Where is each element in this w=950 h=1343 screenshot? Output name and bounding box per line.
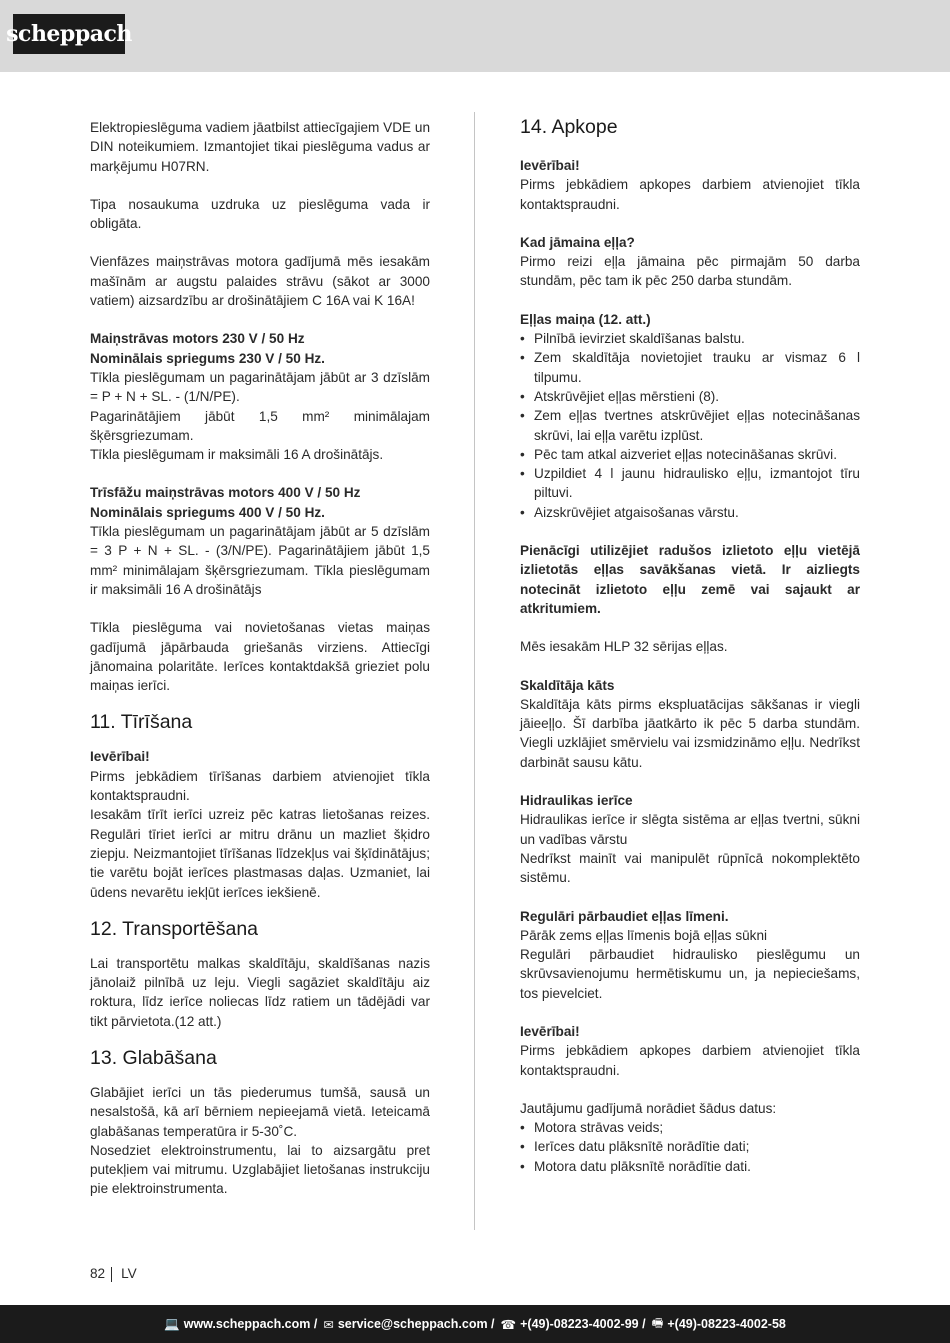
ram-text: Skaldītāja kāts pirms ekspluatācijas sākšanas ir viegli jāieeļļo. Šī darbība jāatkārto ik pēc 5 darba stundām. Viegli uzklājiet smērvielu vai izsmidzināmo eļļu. Nedrīkst darbināt sausu kātu. [520,696,860,770]
list-item: • Aizskrūvējiet atgaisošanas vārstu. [520,503,860,522]
page-language: LV [121,1266,137,1281]
cleaning-instructions: Iesakām tīrīt ierīci uzreiz pēc katras lietošanas reizes. Regulāri tīriet ierīci ar mitru drānu un mazliet šķidro ziepju. Neizmantojiet tīrīšanas līdzekļus vai šķīdinātājus; tie varētu bojāt ierīces plastmasas daļas. Uzmaniet, lai ūdens nevarētu iekļūt ierīces iekšienē. [90,807,430,900]
oil-change-heading: Eļļas maiņa (12. att.) [520,311,651,327]
computer-icon: 💻 [164,1316,180,1331]
page-number-separator [111,1267,112,1282]
fax-icon: 🖷 [651,1315,664,1330]
section-heading-maintenance: 14. Apkope [520,116,618,138]
three-phase-cable-text: Tīkla pieslēgumam un pagarinātājam jābūt ar 5 dzīslām = 3 P + N + SL. - (3/N/PE). Pagarinātājiem jābūt 1,5 mm² minimālajam šķērsgriezumam. Tīkla pieslēgumam ir maksimāli 16 A drošinātājs [90,524,430,597]
header-bar [0,0,950,72]
section-heading-transport: 12. Transportēšana [90,917,259,940]
list-item: • Motora datu plāksnītē norādītie dati. [520,1157,860,1176]
cleaning-warning-label: Ievērībai! [90,749,150,765]
page-number [90,1265,137,1283]
ac-extension-text: Pagarinātājiem jābūt 1,5 mm² minimālajam šķērsgriezumam. [90,408,430,443]
footer-email[interactable]: service@scheppach.com / [337,1317,495,1331]
cleaning-warning-text: Pirms jebkādiem tīrīšanas darbiem atvienojiet tīkla kontaktspraudni. [90,768,430,804]
footer-website[interactable]: www.scheppach.com / [183,1317,318,1331]
three-phase-voltage-heading: Nominālais spriegums 400 V / 50 Hz. [90,504,325,520]
maintenance-warning-text-2: Pirms jebkādiem apkopes darbiem atvienojiet tīkla kontaktspraudni. [520,1043,860,1078]
maintenance-warning-label: Ievērībai! [520,158,580,173]
storage-text-2: Nosedziet elektroinstrumentu, lai to aizsargātu pret putekļiem vai mitrumu. Uzglabājiet lietošanas instrukciju pie elektroinstrumenta. [90,1142,430,1197]
three-phase-motor-heading: Trīsfāžu maiņstrāvas motors 400 V / 50 Hz [90,485,361,501]
paragraph-cable-requirements: Elektropieslēguma vadiem jāatbilst attiecīgajiem VDE un DIN noteikumiem. Izmantojiet tikai pieslēguma vadus ar marķējumu H07RN. [90,120,431,174]
column-divider [474,112,475,1230]
oil-disposal-notice: Pienācīgi utilizējiet radušos izlietoto eļļu vietējā izlietotās eļļas savākšanas vietā. Ir aizliegts notecināt izlietoto eļļu zemē vai sajaukt ar atkritumiem. [520,543,860,616]
right-column [520,114,860,1176]
list-item: • Pilnībā ievirziet skaldīšanas balstu. [520,329,860,348]
list-item: • Zem eļļas tvertnes atskrūvējiet eļļas notecināšanas skrūvi, lai eļļa varētu izplūst. [520,406,860,445]
ram-heading: Skaldītāja kāts [520,677,615,693]
list-item: • Ierīces datu plāksnītē norādītie dati; [520,1137,860,1156]
footer-fax: +(49)-08223-4002-58 [667,1317,786,1331]
queries-list [520,1118,860,1176]
oil-change-when-text: Pirmo reizi eļļa jāmaina pēc pirmajām 50 darba stundām, pēc tam ik pēc 250 darba stundām. [520,254,860,289]
list-item: • Pēc tam atkal aizveriet eļļas notecināšanas skrūvi. [520,445,860,464]
list-item: • Atskrūvējiet eļļas mērstieni (8). [520,387,860,406]
section-heading-cleaning: 11. Tīrīšana [90,711,193,734]
oil-recommendation: Mēs iesakām HLP 32 sērijas eļļas. [520,639,728,655]
hydraulics-heading: Hidraulikas ierīce [520,793,633,809]
telephone-icon: ☎ [500,1317,517,1332]
oil-level-text-2: Regulāri pārbaudiet hidraulisko pieslēgumu un skrūvsavienojumu hermētiskumu un, ja nepieciešams, tos pievelciet. [520,947,860,1001]
scheppach-logo: scheppach [13,14,125,54]
hydraulics-text-1: Hidraulikas ierīce ir slēgta sistēma ar eļļas tvertni, sūkni un vadības vārstu [520,812,860,847]
storage-text-1: Glabājiet ierīci un tās piederumus tumšā, sausā un nesalstošā, kā arī bērniem nepieejamā vietā. Ieteicamā glabāšanas temperatūra ir 5-30˚C. [90,1084,430,1139]
footer-bar [0,1305,950,1343]
maintenance-warning-text: Pirms jebkādiem apkopes darbiem atvienojiet tīkla kontaktspraudni. [520,177,860,212]
oil-change-when-heading: Kad jāmaina eļļa? [520,234,635,250]
ac-cable-text: Tīkla pieslēgumam un pagarinātājam jābūt ar 3 dzīslām = P + N + SL. - (1/N/PE). [90,369,430,405]
transport-text: Lai transportētu malkas skaldītāju, skaldīšanas nazis jānolaiž pilnībā uz leju. Viegli sagāziet skaldītāju aiz roktura, līdz ierīce noliecas līdz ratiem un tādējādi var tikt pārvietota.(12 att.) [90,955,430,1029]
left-column [90,118,430,1199]
ac-fuse-text: Tīkla pieslēgumam ir maksimāli 16 A drošinātājs. [90,447,384,463]
queries-intro: Jautājumu gadījumā norādiet šādus datus: [520,1100,777,1116]
page-number-value: 82 [90,1266,106,1281]
envelope-icon: ✉ [323,1317,334,1332]
oil-level-text-1: Pārāk zems eļļas līmenis bojā eļļas sūkni [520,927,768,943]
list-item: • Uzpildiet 4 l jaunu hidraulisko eļļu, izmantojot tīru piltuvi. [520,464,860,503]
footer-phone: +(49)-08223-4002-99 / [520,1317,646,1331]
oil-change-steps [520,329,860,522]
list-item: • Motora strāvas veids; [520,1118,860,1137]
paragraph-single-phase-fuse: Vienfāzes maiņstrāvas motora gadījumā mēs iesakām mašīnām ar augstu palaides strāvu (sākot ar 3000 vatiem) aizsardzību ar drošinātājiem C 16A vai K 16A! [90,254,430,309]
hydraulics-text-2: Nedrīkst mainīt vai manipulēt rūpnīcā nokomplektēto sistēmu. [520,850,860,886]
maintenance-warning-label-2: Ievērībai! [520,1023,580,1039]
section-heading-storage: 13. Glabāšana [90,1046,217,1069]
ac-motor-heading: Maiņstrāvas motors 230 V / 50 Hz [90,331,305,347]
paragraph-rotation-direction: Tīkla pieslēguma vai novietošanas vietas maiņas gadījumā jāpārbauda griešanās virziens. Attiecīgi jānomaina polaritāte. Ierīces kontaktdakšā grieziet polu maiņas ierīci. [90,620,430,694]
paragraph-type-marking: Tipa nosaukuma uzdruka uz pieslēguma vada ir obligāta. [90,196,430,232]
list-item: • Zem skaldītāja novietojiet trauku ar vismaz 6 l tilpumu. [520,348,860,387]
ac-voltage-heading: Nominālais spriegums 230 V / 50 Hz. [90,350,325,366]
oil-level-heading: Regulāri pārbaudiet eļļas līmeni. [520,908,729,924]
